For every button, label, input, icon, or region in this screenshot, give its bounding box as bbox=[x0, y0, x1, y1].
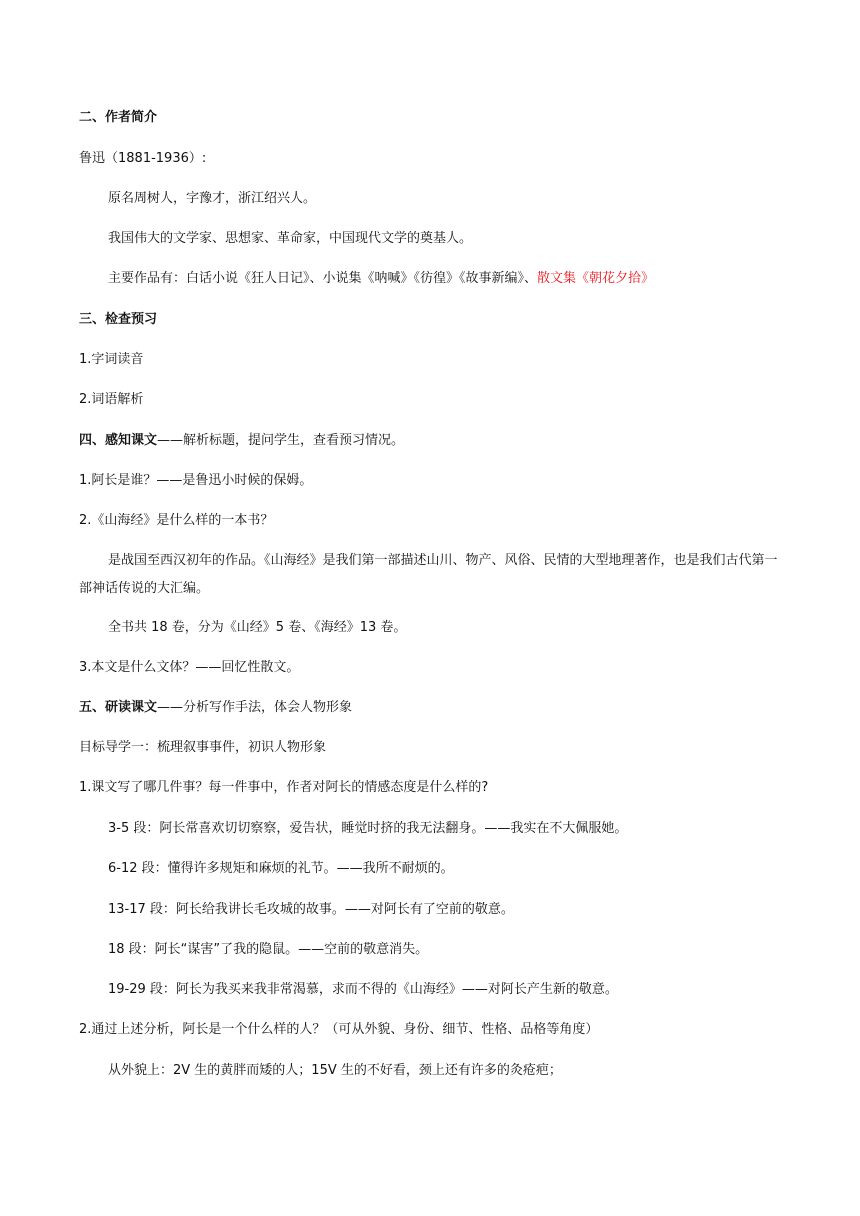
event-item: 6-12 段：懂得许多规矩和麻烦的礼节。——我所不耐烦的。 bbox=[108, 861, 454, 876]
perceive-heading-bold: 四、感知课文 bbox=[79, 433, 158, 448]
author-works-prefix: 主要作品有：白话小说《狂人日记》、小说集《呐喊》《彷徨》《故事新编》、 bbox=[108, 271, 538, 286]
study-appearance: 从外貌上：2V 生的黄胖而矮的人；15V 生的不好看，颈上还有许多的灸疮疤； bbox=[108, 1063, 562, 1078]
perceive-q2-answer: 是战国至西汉初年的作品。《山海经》是我们第一部描述山川、物产、风俗、民情的大型地理著作，也是我们古代第一部神话传说的大汇编。 bbox=[79, 553, 778, 596]
study-heading-bold: 五、研读课文 bbox=[79, 700, 158, 715]
perceive-q3: 3.本文是什么文体？——回忆性散文。 bbox=[79, 660, 300, 675]
event-item: 19-29 段：阿长为我买来我非常渴慕，求而不得的《山海经》——对阿长产生新的敬意。 bbox=[108, 982, 618, 997]
author-name-line: 鲁迅（1881-1936）: bbox=[79, 151, 207, 166]
event-item: 13-17 段：阿长给我讲长毛攻城的故事。——对阿长有了空前的敬意。 bbox=[108, 902, 514, 917]
author-origin-line: 原名周树人，字豫才，浙江绍兴人。 bbox=[108, 191, 317, 206]
preview-item-2: 2.词语解析 bbox=[79, 392, 144, 407]
study-q1: 1.课文写了哪几件事？每一件事中，作者对阿长的情感态度是什么样的? bbox=[79, 780, 489, 795]
preview-item-1: 1.字词读音 bbox=[79, 352, 144, 367]
study-q2: 2.通过上述分析，阿长是一个什么样的人？（可从外貌、身份、细节、性格、品格等角度） bbox=[79, 1022, 599, 1037]
preview-heading: 三、检查预习 bbox=[79, 312, 158, 327]
perceive-q2: 2.《山海经》是什么样的一本书？ bbox=[79, 513, 274, 528]
author-works-line bbox=[108, 269, 800, 289]
author-status-line: 我国伟大的文学家、思想家、革命家，中国现代文学的奠基人。 bbox=[108, 231, 473, 246]
study-heading bbox=[79, 698, 800, 718]
author-works-highlight: 散文集《朝花夕拾》 bbox=[537, 271, 655, 286]
study-heading-rest: ——分析写作手法，体会人物形象 bbox=[157, 700, 353, 715]
perceive-heading-rest: ——解析标题，提问学生，查看预习情况。 bbox=[157, 433, 405, 448]
perceive-q1: 1.阿长是谁？——是鲁迅小时候的保姆。 bbox=[79, 473, 313, 488]
event-item: 18 段：阿长“谋害”了我的隐鼠。——空前的敬意消失。 bbox=[108, 942, 429, 957]
study-goal: 目标导学一：梳理叙事事件，初识人物形象 bbox=[79, 740, 327, 755]
author-heading: 二、作者简介 bbox=[79, 110, 158, 125]
perceive-heading bbox=[79, 431, 800, 451]
perceive-q2-detail: 全书共 18 卷，分为《山经》5 卷、《海经》13 卷。 bbox=[108, 620, 407, 635]
event-item: 3-5 段：阿长常喜欢切切察察，爱告状，睡觉时挤的我无法翻身。——我实在不大佩服她。 bbox=[108, 821, 628, 836]
